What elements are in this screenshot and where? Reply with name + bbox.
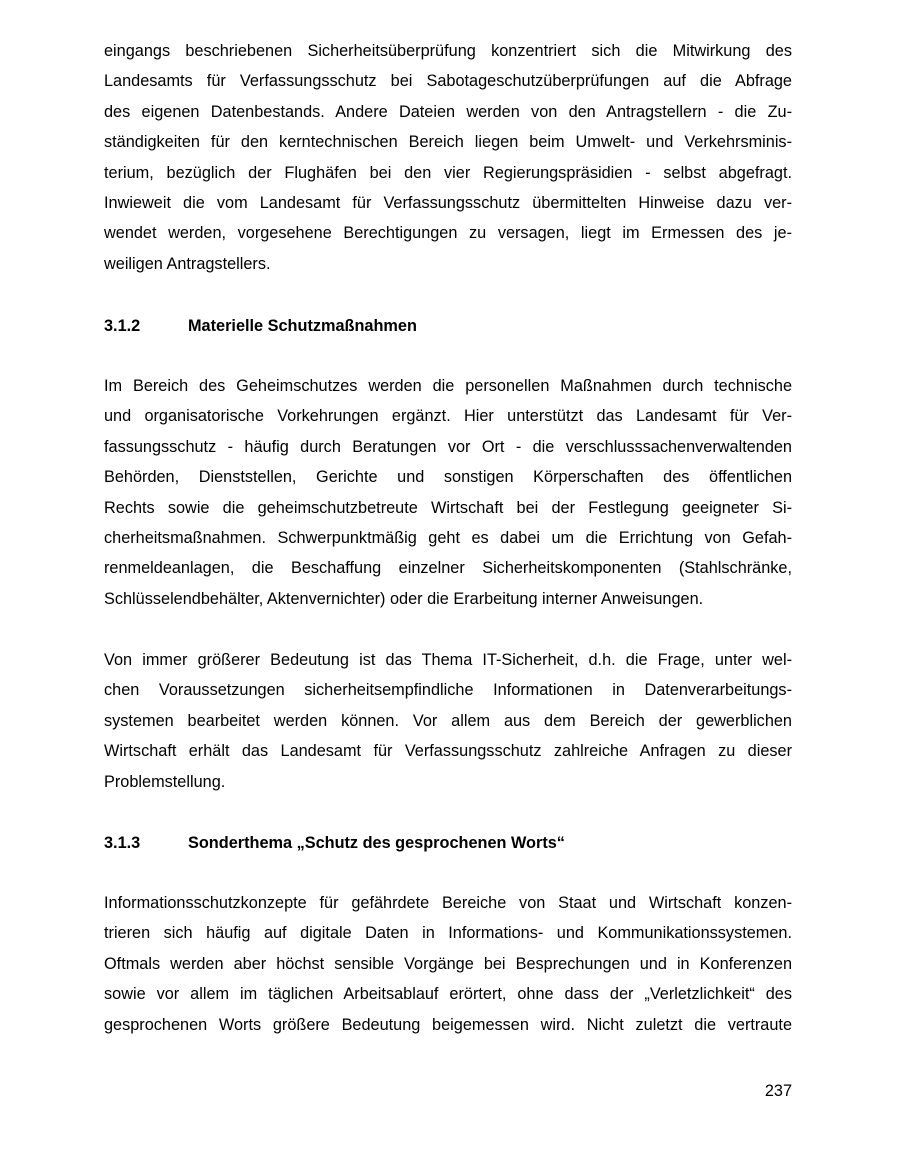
text-line: renmeldeanlagen, die Beschaffung einzelner Sicherheitskomponenten (Stahlschränke, — [104, 559, 792, 578]
section-title: Sonderthema „Schutz des gesprochenen Worts“ — [188, 834, 565, 852]
text-line: chen Voraussetzungen sicherheitsempfindliche Informationen in Datenverarbeitungs- — [104, 681, 792, 700]
text-line: gesprochenen Worts größere Bedeutung beigemessen wird. Nicht zuletzt die vertraute — [104, 1015, 792, 1034]
text-line: weiligen Antragstellers. — [104, 254, 271, 273]
text-line: systemen bearbeitet werden können. Vor allem aus dem Bereich der gewerblichen — [104, 711, 792, 730]
text-line: Rechts sowie die geheimschutzbetreute Wirtschaft bei der Festlegung geeigneter Si- — [104, 498, 792, 517]
text-line: Von immer größerer Bedeutung ist das Thema IT-Sicherheit, d.h. die Frage, unter wel- — [104, 651, 792, 669]
text-line: trieren sich häufig auf digitale Daten in Informations- und Kommunikationssystemen. — [104, 924, 792, 943]
text-line: eingangs beschriebenen Sicherheitsüberprüfung konzentriert sich die Mitwirkung des — [104, 42, 792, 60]
text-line: cherheitsmaßnahmen. Schwerpunktmäßig geht es dabei um die Errichtung von Gefah- — [104, 528, 792, 547]
text-line: wendet werden, vorgesehene Berechtigungen zu versagen, liegt im Ermessen des je- — [104, 224, 792, 243]
section-heading-3-1-3 — [104, 828, 565, 858]
text-line: Behörden, Dienststellen, Gerichte und sonstigen Körperschaften des öffentlichen — [104, 468, 792, 487]
page-number: 237 — [764, 1082, 792, 1100]
text-line: Im Bereich des Geheimschutzes werden die personellen Maßnahmen durch technische — [104, 377, 792, 395]
section-title: Materielle Schutzmaßnahmen — [188, 317, 417, 335]
text-line: fassungsschutz - häufig durch Beratungen vor Ort - die verschlusssachenverwaltenden — [104, 437, 792, 456]
section-heading-3-1-2 — [104, 311, 417, 341]
text-line: ständigkeiten für den kerntechnischen Bereich liegen beim Umwelt- und Verkehrsminis- — [104, 133, 792, 152]
text-line: Schlüsselendbehälter, Aktenvernichter) oder die Erarbeitung interner Anweisungen. — [104, 589, 704, 608]
paragraph-intro — [104, 36, 792, 279]
text-line: und organisatorische Vorkehrungen ergänzt. Hier unterstützt das Landesamt für Ver- — [104, 407, 792, 426]
text-line: Problemstellung. — [104, 772, 226, 791]
text-line: Inwieweit die vom Landesamt für Verfassungsschutz übermittelten Hinweise dazu ver- — [104, 193, 792, 212]
text-line: Landesamts für Verfassungsschutz bei Sabotageschutzüberprüfungen auf die Abfrage — [104, 72, 792, 91]
paragraph-it-security — [104, 645, 792, 797]
paragraph-material-protection — [104, 371, 792, 614]
text-line: Oftmals werden aber höchst sensible Vorgänge bei Besprechungen und in Konferenzen — [104, 954, 792, 973]
text-line: sowie vor allem im täglichen Arbeitsablauf erörtert, ohne dass der „Verletzlichkeit“ des — [104, 985, 792, 1004]
text-line: terium, bezüglich der Flughäfen bei den vier Regierungspräsidien - selbst abgefragt. — [104, 163, 792, 182]
section-number: 3.1.3 — [104, 834, 141, 852]
text-line: Informationsschutzkonzepte für gefährdete Bereiche von Staat und Wirtschaft konzen- — [104, 894, 792, 912]
section-number: 3.1.2 — [104, 317, 141, 335]
text-line: Wirtschaft erhält das Landesamt für Verfassungsschutz zahlreiche Anfragen zu dieser — [104, 742, 792, 761]
paragraph-spoken-word — [104, 888, 792, 1040]
text-line: des eigenen Datenbestands. Andere Dateien werden von den Antragstellern - die Zu- — [104, 102, 792, 121]
